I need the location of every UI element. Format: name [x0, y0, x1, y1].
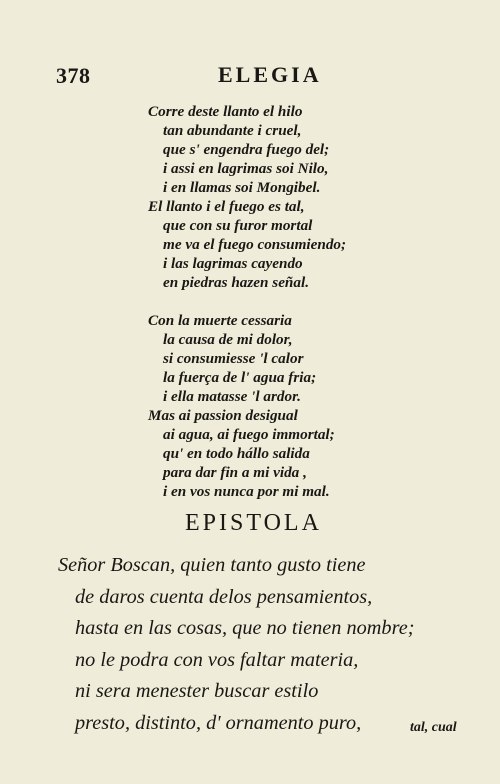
- epistle-line: de daros cuenta delos pensamientos,: [75, 585, 373, 608]
- poem-line: i assi en lagrimas soi Nilo,: [163, 160, 329, 177]
- epistle-title: EPISTOLA: [185, 510, 322, 536]
- poem-line: en piedras hazen señal.: [163, 274, 309, 291]
- poem-stanza-1: [148, 102, 346, 292]
- epistle-line: ni sera menester buscar estilo: [75, 680, 319, 703]
- poem-line: Corre deste llanto el hilo: [148, 103, 303, 120]
- epistle-line: Señor Boscan, quien tanto gusto tiene: [58, 554, 366, 576]
- elegia-poem: [148, 102, 346, 501]
- poem-stanza-2: [148, 311, 346, 501]
- epistle-text: [58, 550, 414, 740]
- poem-line: Mas ai passion desigual: [148, 407, 298, 424]
- poem-line: para dar fin a mi vida ,: [163, 464, 307, 481]
- poem-line: ai agua, ai fuego immortal;: [163, 426, 335, 443]
- poem-line: i en vos nunca por mi mal.: [163, 483, 330, 500]
- page-number: 378: [56, 63, 91, 88]
- poem-line: i en llamas soi Mongibel.: [163, 179, 321, 196]
- poem-line: la fuerça de l' agua fria;: [163, 369, 317, 386]
- catchword: tal, cual: [410, 720, 457, 735]
- poem-line: tan abundante i cruel,: [163, 122, 302, 139]
- epistle-line: no le podra con vos faltar materia,: [75, 648, 359, 671]
- poem-line: qu' en todo hállo salida: [163, 445, 310, 462]
- poem-line: la causa de mi dolor,: [163, 331, 293, 348]
- running-title: ELEGIA: [218, 62, 322, 87]
- poem-line: i ella matasse 'l ardor.: [163, 388, 301, 405]
- poem-line: si consumiesse 'l calor: [163, 350, 304, 367]
- epistle-line: presto, distinto, d' ornamento puro,: [75, 711, 362, 734]
- poem-line: que con su furor mortal: [163, 217, 313, 234]
- epistle-line: hasta en las cosas, que no tienen nombre;: [75, 617, 415, 640]
- poem-line: i las lagrimas cayendo: [163, 255, 303, 272]
- poem-line: me va el fuego consumiendo;: [163, 236, 347, 253]
- poem-line: Con la muerte cessaria: [148, 312, 292, 329]
- poem-line: El llanto i el fuego es tal,: [148, 198, 305, 215]
- poem-line: que s' engendra fuego del;: [163, 141, 330, 158]
